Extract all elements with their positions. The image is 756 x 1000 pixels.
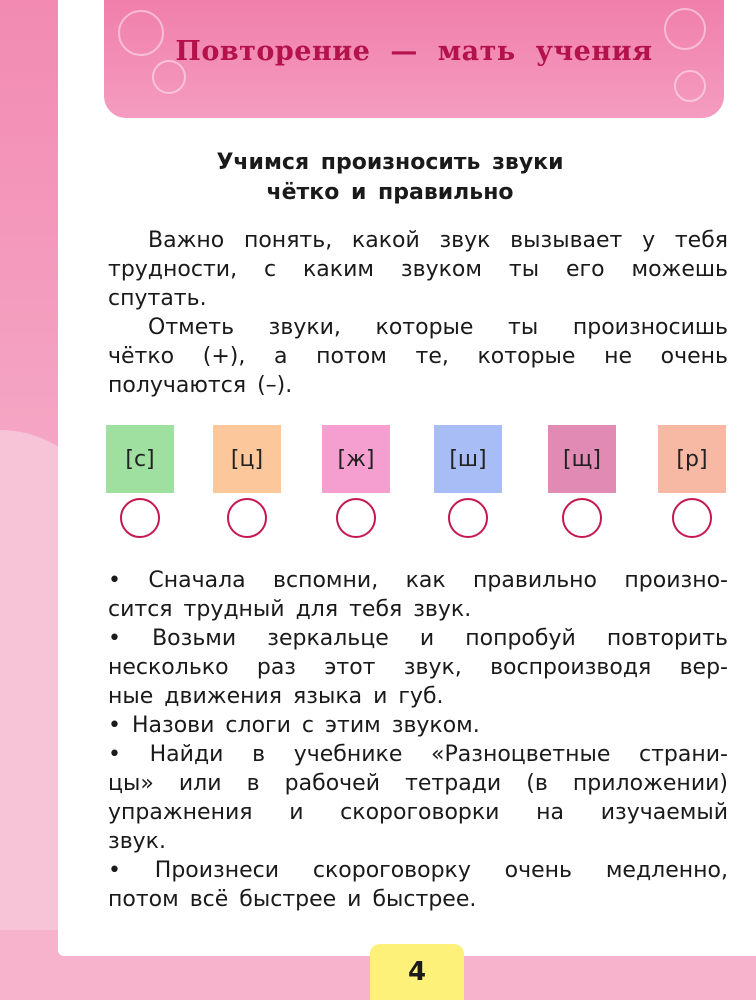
list-item-line: • Назови слоги с этим звуком. bbox=[108, 713, 480, 738]
text-line: трудности, с каким звуком ты его можешь bbox=[108, 257, 728, 282]
sound-card: [ж] bbox=[322, 425, 390, 493]
list-item-line: звук. bbox=[108, 829, 166, 854]
answer-circle-shch[interactable] bbox=[562, 498, 602, 538]
text-line: чётко (+), а потом те, которые не очень bbox=[108, 344, 728, 369]
flower-ornament-icon bbox=[674, 70, 706, 102]
list-item-line: • Возьми зеркальце и попробуй повторить bbox=[108, 626, 728, 651]
text-line: получаются (–). bbox=[108, 373, 293, 398]
instruction-list bbox=[108, 566, 728, 914]
sound-card: [ц] bbox=[213, 425, 281, 493]
answer-circle-r[interactable] bbox=[672, 498, 712, 538]
list-item-line: ные движения языка и губ. bbox=[108, 684, 444, 709]
list-item-line: потом всё быстрее и быстрее. bbox=[108, 887, 477, 912]
text-line: Отметь звуки, которые ты произносишь bbox=[148, 315, 728, 340]
list-item-line: • Сначала вспомни, как правильно произно- bbox=[108, 568, 728, 593]
sound-card: [с] bbox=[106, 425, 174, 493]
answer-circle-ts[interactable] bbox=[227, 498, 267, 538]
heading-line-2: чётко и правильно bbox=[266, 180, 514, 205]
list-item-line: несколько раз этот звук, воспроизводя вер- bbox=[108, 655, 728, 680]
list-item-line: цы» или в рабочей тетради (в приложении) bbox=[108, 771, 728, 796]
page-number: 4 bbox=[370, 944, 464, 1000]
answer-circle-sh[interactable] bbox=[448, 498, 488, 538]
text-line: спутать. bbox=[108, 286, 207, 311]
title-banner bbox=[104, 0, 724, 118]
intro-paragraph-1 bbox=[108, 226, 728, 313]
sound-card: [щ] bbox=[548, 425, 616, 493]
answer-circle-zh[interactable] bbox=[336, 498, 376, 538]
heading-line-1: Учимся произносить звуки bbox=[216, 150, 564, 175]
section-heading bbox=[120, 148, 660, 208]
list-item-line: • Произнеси скороговорку очень медленно, bbox=[108, 858, 728, 883]
sound-card: [р] bbox=[658, 425, 726, 493]
sound-card: [ш] bbox=[434, 425, 502, 493]
list-item-line: сится трудный для тебя звук. bbox=[108, 597, 472, 622]
intro-paragraph-2 bbox=[108, 313, 728, 400]
list-item-line: • Найди в учебнике «Разноцветные страни- bbox=[108, 742, 728, 767]
banner-title: Повторение — мать учения bbox=[175, 36, 653, 67]
text-line: Важно понять, какой звук вызывает у тебя bbox=[148, 228, 728, 253]
list-item-line: упражнения и скороговорки на изучаемый bbox=[108, 800, 728, 825]
answer-circle-s[interactable] bbox=[120, 498, 160, 538]
